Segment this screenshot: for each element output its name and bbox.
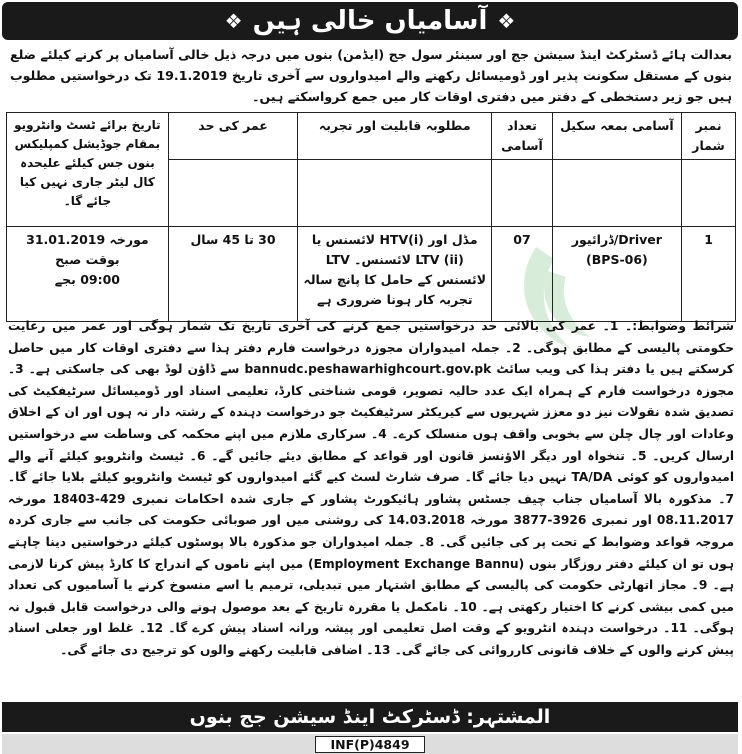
page-title: آسامیاں خالی ہیں bbox=[252, 6, 488, 36]
cell-age: 30 تا 45 سال bbox=[168, 227, 297, 322]
post-name: Driver/ڈرائیور bbox=[571, 232, 662, 247]
spacer-cell bbox=[682, 160, 736, 227]
reference-number: INF(P)4849 bbox=[315, 736, 424, 753]
cell-qualification: مڈل اور (i)HTV لائسنس یا (ii) LTV لائسنس۔ LTV لائسنس کے حامل کا پانچ سالہ تجربہ کار ہونا ضروری ہے bbox=[298, 227, 492, 322]
spacer-cell bbox=[492, 160, 552, 227]
cell-post bbox=[552, 227, 681, 322]
advertiser-banner bbox=[2, 702, 738, 732]
test-time: 09:00 بجے bbox=[54, 272, 120, 287]
post-scale: (BPS-06) bbox=[586, 252, 648, 267]
header-qualification: مطلوبہ قابلیت اور تجربہ bbox=[298, 113, 492, 160]
header-post: آسامی بمعہ سکیل bbox=[552, 113, 681, 160]
cell-sno: 1 bbox=[682, 227, 736, 322]
advertiser-text: المشتہر: ڈسٹرکٹ اینڈ سیشن جج بنوں bbox=[189, 706, 551, 728]
intro-paragraph: بعدالت ہائے ڈسٹرکٹ اینڈ سیشن جج اور سینئر سول جج (ایڈمن) بنوں میں درجہ ذیل خالی آسامیاں پر کرنے کیلئے ضلع بنوں کے مستقل سکونت پذیر اور ڈومیسائل رکھنے والے امیدواروں سے آخری تاریخ 19.1.2019 تک درخواستیں مطلوب ہیں جو زیر دستخطی کے دفتر میں دفتری اوقات کار میں جمع کرواسکتے ہیں۔ bbox=[10, 47, 732, 104]
spacer-cell bbox=[168, 160, 297, 227]
title-banner bbox=[2, 2, 738, 40]
spacer-cell bbox=[298, 160, 492, 227]
spacer-cell bbox=[552, 160, 681, 227]
table-row bbox=[7, 227, 736, 322]
header-count: تعداد آسامی bbox=[492, 113, 552, 160]
cell-count: 07 bbox=[492, 227, 552, 322]
vacancy-table bbox=[6, 112, 736, 322]
cell-test bbox=[7, 227, 169, 322]
ornament-icon: ❖ bbox=[497, 9, 516, 33]
ornament-icon: ❖ bbox=[224, 9, 243, 33]
header-test-info: تاریخ برائے ٹسٹ وانٹرویو بمقام جوڈیشل کمپلیکس بنوں جس کیلئے علیحدہ کال لیٹر جاری نہیں کیا جائے گا۔ bbox=[7, 113, 169, 227]
table-header-row bbox=[7, 113, 736, 160]
terms-and-conditions: شرائط وضوابط:۔ 1۔ عمر کی بالائی حد درخواستیں جمع کرنے کی آخری تاریخ تک شمار ہوگی اور عمر میں رعایت حکومتی پالیسی کے مطابق ہوگی۔ 2۔ جملہ امیدواران مجوزہ درخواست فارم دفتر ہذا سے دفتری اوقات کار میں حاصل کرسکتے ہیں یا دفتر ہذا کی ویب سائٹ bannudc.peshawarhighcourt.gov.pk سے ڈاؤن لوڈ بھی کی جاسکتی ہے۔ 3۔ مجوزہ درخواست فارم کے ہمراہ ایک عدد حالیہ تصویر، قومی شناختی کارڈ، تعلیمی اسناد اور ڈومیسائل سرٹیفکیٹ کی تصدیق شدہ نقولات نیز دو معزز شہریوں سے کیریکٹر سرٹیفکیٹ جو درخواست دہندہ کے رشتہ دار نہ ہوں اور ان کے اخلاق وعادات اور چال چلن سے بخوبی واقف ہوں منسلک کرے۔ 4۔ سرکاری ملازم میں اپنے محکمہ کی وساطت سے درخواستیں ارسال کریں۔ 5۔ تنخواہ اور دیگر الاؤنسز قانون اور قواعد کے مطابق دیئے جائیں گے۔ 6۔ ٹیسٹ وانٹرویو کیلئے آنے والے امیدواروں کو کوئی TA/DA نہیں دیا جائے گا۔ صرف شارٹ لسٹ کیے گئے امیدواروں کو ٹیسٹ وانٹرویو کیلئے بلایا جائے گا۔ 7۔ مذکورہ بالا آسامیاں جناب چیف جسٹس پشاور ہائیکورٹ پشاور کے جاری شدہ احکامات نمبری 429-18403 مورخہ 08.11.2017 اور نمبری 3926-3877 مورخہ 14.03.2018 کی روشنی میں اور صوبائی حکومت کی جانب سے جاری کردہ مروجہ قواعد وضوابط کے تحت پر کی جائیں گی۔ 8۔ جملہ امیدواران جو مذکورہ بالا پوسٹوں کیلئے درخواستیں دینا چاہتے ہوں تو ان کیلئے دفتر روزگار بنوں (Employment Exchange Bannu) میں اپنے ناموں کے اندراج کا کارڈ پیش کرنا لازمی ہے۔ 9۔ مجاز اتھارٹی حکومت کی پالیسی کے مطابق اشتہار میں تبدیلی، ترمیم یا اسے منسوخ کرنے یا آسامیوں کی تعداد میں کمی بیشی کرنے کا اختیار رکھتی ہے۔ 10۔ نامکمل یا مقررہ تاریخ کے بعد موصول ہونے والی درخواست قابل قبول نہ ہوگی۔ 11۔ درخواست دہندہ انٹرویو کے وقت اصل تعلیمی اور پیشہ ورانہ اسناد پیش کرے گا۔ 12۔ غلط اور جعلی اسناد پیش کرنے والوں کے خلاف قانونی کارروائی کی جائے گی۔ 13۔ اضافی قابلیت رکھنے والوں کو ترجیح دی جائے گی۔ bbox=[8, 319, 735, 657]
header-age: عمر کی حد bbox=[168, 113, 297, 160]
test-date: مورخہ 31.01.2019 بوقت صبح bbox=[26, 232, 149, 267]
reference-strip bbox=[2, 734, 738, 754]
header-sno: نمبر شمار bbox=[682, 113, 736, 160]
